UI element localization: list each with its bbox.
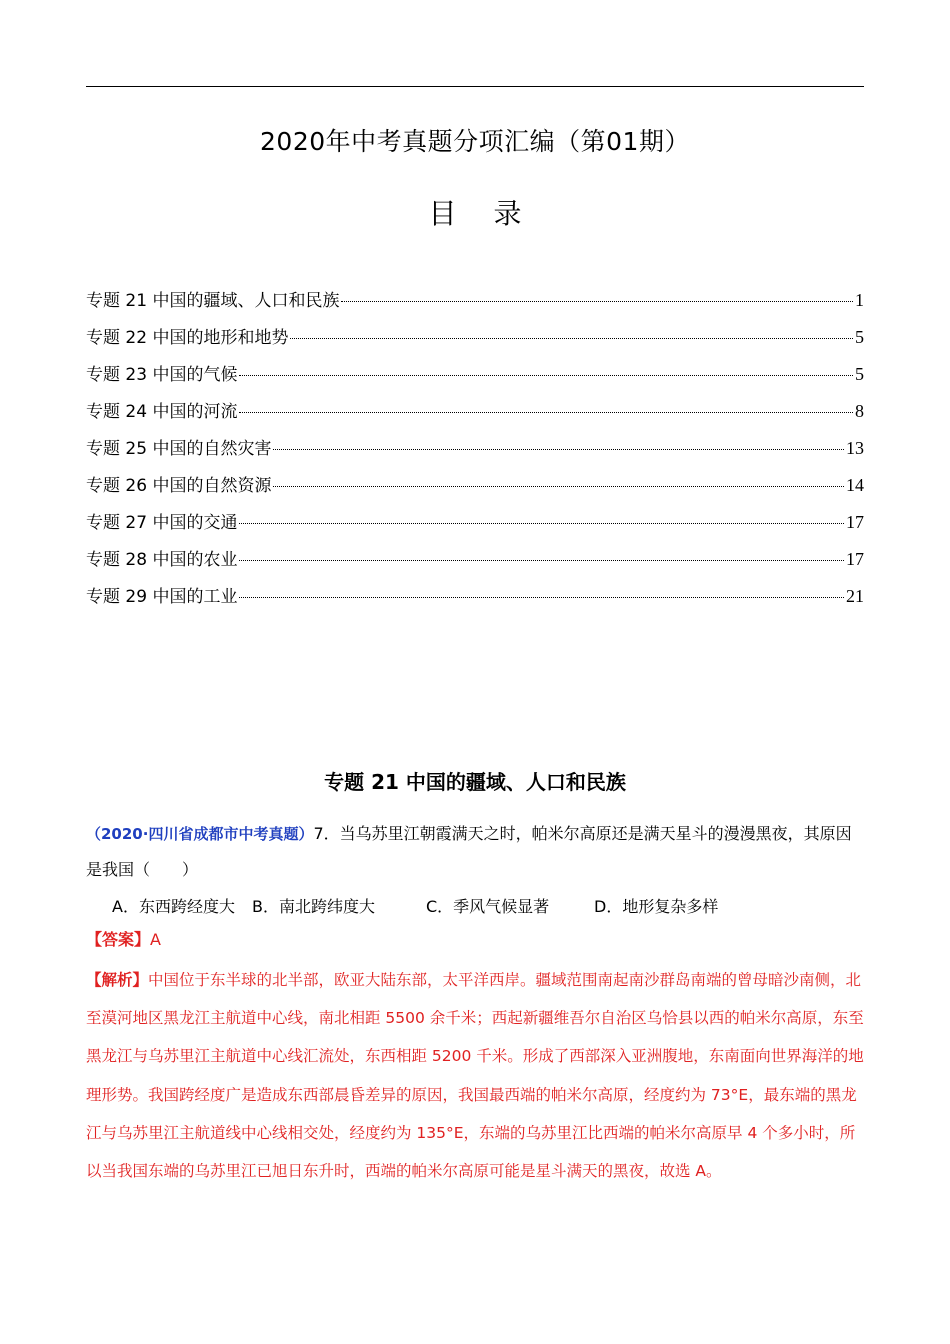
toc-entry[interactable] xyxy=(86,360,864,397)
toc-entry[interactable] xyxy=(86,508,864,545)
analysis-text: 中国位于东半球的北半部，欧亚大陆东部，太平洋西岸。疆域范围南起南沙群岛南端的曾母暗沙南侧，北至漠河地区黑龙江主航道中心线，南北相距 5500 余千米；西起新疆维吾尔自治区乌恰县以西的帕米尔高原，东至黑龙江与乌苏里江主航道中心线汇流处，东西相距 5200 千米。形成了西部深入亚洲腹地，东南面向世界海洋的地理形势。我国跨经度广是造成东西部晨昏差异的原因，我国最西端的帕米尔高原，经度约为 73°E，最东端的黑龙江与乌苏里江主航道线中心线相交处，经度约为 135°E，东端的乌苏里江比西端的帕米尔高原早 4 个多小时，所以当我国东端的乌苏里江已旭日东升时，西端的帕米尔高原可能是星斗满天的黑夜，故选 A。 xyxy=(86,971,864,1181)
toc-entry-page: 5 xyxy=(855,364,864,384)
answer-line xyxy=(86,926,864,954)
option-c: C．季风气候显著 xyxy=(426,896,550,916)
option-d: D．地形复杂多样 xyxy=(594,896,719,916)
toc-entry-page: 14 xyxy=(846,475,864,495)
toc-entry[interactable] xyxy=(86,434,864,471)
toc-heading: 目 录 xyxy=(428,197,536,230)
toc-entry[interactable] xyxy=(86,323,864,360)
toc-leader-dots xyxy=(290,338,853,339)
table-of-contents xyxy=(86,286,864,619)
document-title: 2020年中考真题分项汇编（第01期） xyxy=(260,127,690,156)
toc-entry[interactable] xyxy=(86,545,864,582)
question-text: 7．当乌苏里江朝霞满天之时，帕米尔高原还是满天星斗的漫漫黑夜，其原因是我国（ ） xyxy=(86,824,852,879)
option-b: B．南北跨纬度大 xyxy=(252,896,375,916)
toc-entry-label: 专题 22 中国的地形和地势 xyxy=(86,328,289,348)
toc-entry[interactable] xyxy=(86,286,864,323)
toc-entry-label: 专题 24 中国的河流 xyxy=(86,402,238,422)
answer-label: 【答案】 xyxy=(86,930,151,949)
toc-entry-label: 专题 25 中国的自然灾害 xyxy=(86,439,272,459)
toc-entry-label: 专题 29 中国的工业 xyxy=(86,587,238,607)
toc-leader-dots xyxy=(239,412,853,413)
section-title: 专题 21 中国的疆域、人口和民族 xyxy=(324,770,626,794)
toc-entry[interactable] xyxy=(86,471,864,508)
toc-entry-label: 专题 21 中国的疆域、人口和民族 xyxy=(86,291,340,311)
toc-entry-label: 专题 23 中国的气候 xyxy=(86,365,238,385)
header-rule xyxy=(86,86,864,87)
toc-leader-dots xyxy=(239,560,844,561)
question-options xyxy=(112,890,864,920)
toc-entry[interactable] xyxy=(86,397,864,434)
toc-entry-label: 专题 27 中国的交通 xyxy=(86,513,238,533)
toc-entry-page: 1 xyxy=(855,290,864,310)
toc-entry-page: 21 xyxy=(846,586,864,606)
toc-leader-dots xyxy=(239,597,844,598)
toc-entry-page: 5 xyxy=(855,327,864,347)
toc-leader-dots xyxy=(273,449,844,450)
option-a: A．东西跨经度大 xyxy=(112,896,235,916)
toc-entry-page: 17 xyxy=(846,549,864,569)
toc-entry[interactable] xyxy=(86,582,864,619)
question-source: （2020·四川省成都市中考真题） xyxy=(86,825,314,843)
toc-entry-page: 17 xyxy=(846,512,864,532)
answer-value: A xyxy=(150,930,161,949)
toc-entry-label: 专题 26 中国的自然资源 xyxy=(86,476,272,496)
analysis-label: 【解析】 xyxy=(86,971,149,989)
toc-entry-page: 13 xyxy=(846,438,864,458)
toc-leader-dots xyxy=(239,523,844,524)
toc-leader-dots xyxy=(239,375,853,376)
analysis-paragraph xyxy=(86,961,864,1190)
toc-entry-label: 专题 28 中国的农业 xyxy=(86,550,238,570)
toc-leader-dots xyxy=(273,486,844,487)
toc-entry-page: 8 xyxy=(855,401,864,421)
question-stem xyxy=(86,816,864,888)
toc-leader-dots xyxy=(341,301,853,302)
